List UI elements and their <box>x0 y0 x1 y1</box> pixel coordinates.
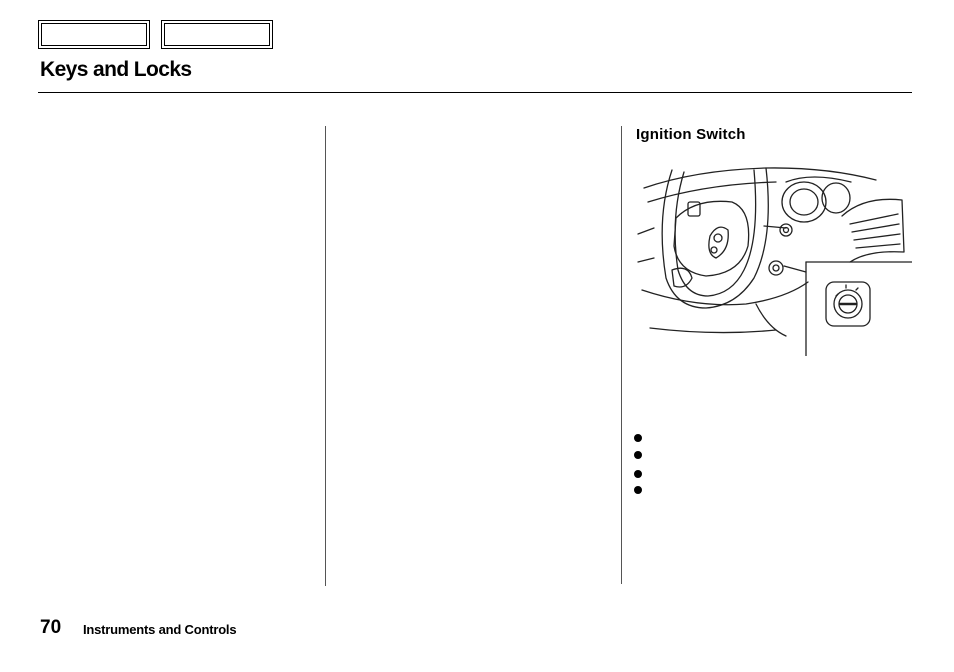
steering-column-ignition-icon <box>636 158 912 356</box>
section-heading: Ignition Switch <box>636 126 746 143</box>
column-divider-1 <box>325 126 326 586</box>
nav-tab-box-1[interactable] <box>38 20 150 49</box>
nav-tab-box-2[interactable] <box>161 20 273 49</box>
list-item <box>634 451 642 459</box>
page-number: 70 <box>40 617 62 638</box>
list-item <box>634 486 642 494</box>
header-divider <box>38 92 912 93</box>
footer-section-name[interactable]: Instruments and Controls <box>83 622 237 637</box>
list-item <box>634 434 642 442</box>
list-item <box>634 470 642 478</box>
column-divider-2 <box>621 126 622 584</box>
page-title: Keys and Locks <box>40 58 192 81</box>
